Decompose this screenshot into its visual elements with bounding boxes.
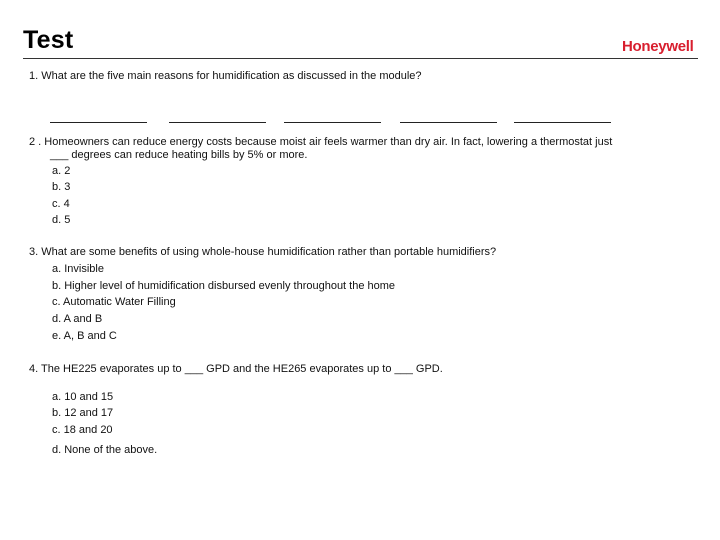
question-2-continuation: ___ degrees can reduce heating bills by 5% or more. [50, 149, 308, 161]
question-2-text: 2 . Homeowners can reduce energy costs because moist air feels warmer than dry air. In fact, lowering a thermostat just [29, 136, 613, 148]
answer-blank-1[interactable] [50, 122, 147, 123]
answer-blank-2[interactable] [169, 122, 266, 123]
question-2-option-a: a. 2 [52, 165, 71, 177]
question-3-option-d: d. A and B [52, 313, 103, 325]
question-3-option-a: a. Invisible [52, 263, 104, 275]
question-4-option-a: a. 10 and 15 [52, 391, 114, 403]
question-3-option-b: b. Higher level of humidification disbursed evenly throughout the home [52, 280, 396, 292]
question-4-option-c: c. 18 and 20 [52, 424, 113, 436]
question-4-option-b: b. 12 and 17 [52, 407, 114, 419]
question-4-text: 4. The HE225 evaporates up to ___ GPD and the HE265 evaporates up to ___ GPD. [29, 363, 443, 375]
question-1-text: 1. What are the five main reasons for humidification as discussed in the module? [29, 70, 422, 82]
honeywell-logo: Honeywell [622, 38, 694, 55]
question-4-option-d: d. None of the above. [52, 444, 158, 456]
question-2-option-c: c. 4 [52, 198, 70, 210]
answer-blank-5[interactable] [514, 122, 611, 123]
question-3-option-c: c. Automatic Water Filling [52, 296, 176, 308]
question-2-option-b: b. 3 [52, 181, 71, 193]
page-title: Test [23, 26, 74, 54]
answer-blank-3[interactable] [284, 122, 381, 123]
question-3-text: 3. What are some benefits of using whole-house humidification rather than portable humidifiers? [29, 246, 497, 258]
question-3-option-e: e. A, B and C [52, 330, 117, 342]
question-2-option-d: d. 5 [52, 214, 71, 226]
answer-blank-4[interactable] [400, 122, 497, 123]
